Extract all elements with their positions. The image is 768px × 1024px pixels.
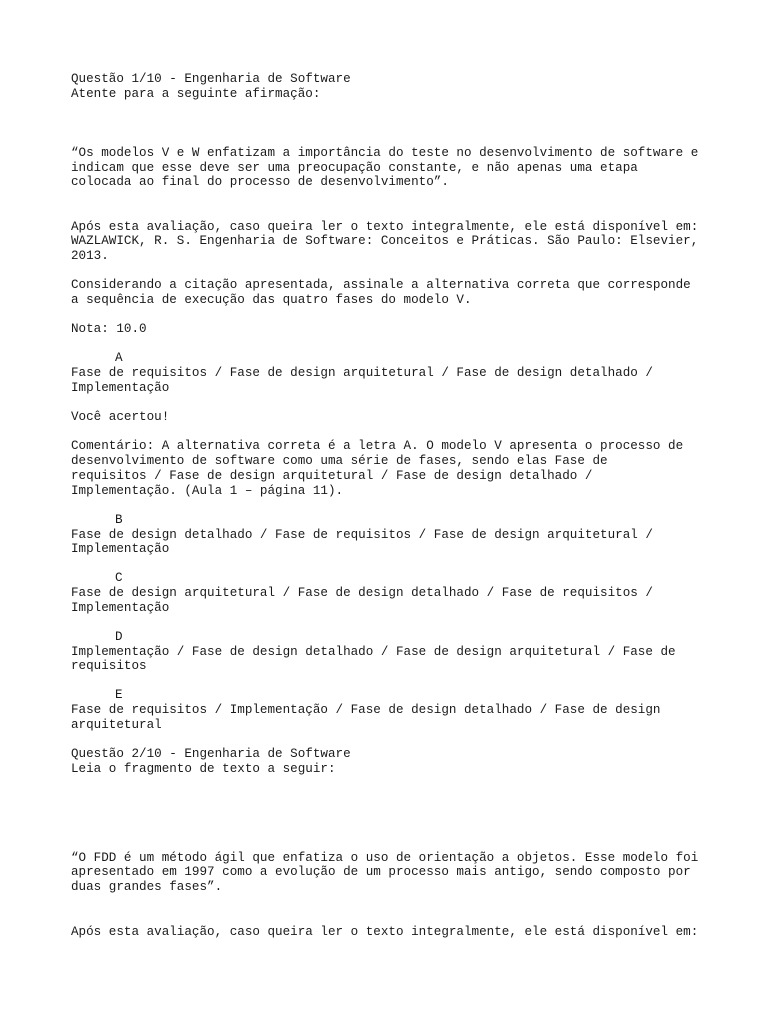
q1-intro: Atente para a seguinte afirmação: xyxy=(71,87,321,101)
q2-quote-line-1: “O FDD é um método ágil que enfatiza o uso de orientação a objetos. Esse modelo foi xyxy=(71,851,699,865)
q1-feedback: Você acertou! xyxy=(71,410,170,424)
q1-reference-line-1: Após esta avaliação, caso queira ler o texto integralmente, ele está disponível em: xyxy=(71,220,699,234)
q1-reference-line-2: WAZLAWICK, R. S. Engenharia de Software: Conceitos e Práticas. São Paulo: Elsevier, xyxy=(71,234,699,248)
option-b-line-1[interactable]: Fase de design detalhado / Fase de requisitos / Fase de design arquitetural / xyxy=(71,528,653,542)
q1-comment-line-1: Comentário: A alternativa correta é a letra A. O modelo V apresenta o processo de xyxy=(71,439,684,453)
q1-header: Questão 1/10 - Engenharia de Software xyxy=(71,72,351,86)
option-d-letter[interactable]: D xyxy=(115,630,123,644)
option-a-line-2[interactable]: Implementação xyxy=(71,381,170,395)
q1-comment-line-4: Implementação. (Aula 1 – página 11). xyxy=(71,484,344,498)
option-e-letter[interactable]: E xyxy=(115,688,123,702)
q1-reference-line-3: 2013. xyxy=(71,249,109,263)
option-e-line-1[interactable]: Fase de requisitos / Implementação / Fase de design detalhado / Fase de design xyxy=(71,703,661,717)
q1-prompt-line-2: a sequência de execução das quatro fases do modelo V. xyxy=(71,293,472,307)
q1-grade: Nota: 10.0 xyxy=(71,322,147,336)
option-b-line-2[interactable]: Implementação xyxy=(71,542,170,556)
q1-prompt-line-1: Considerando a citação apresentada, assinale a alternativa correta que corresponde xyxy=(71,278,691,292)
option-d-line-2[interactable]: requisitos xyxy=(71,659,147,673)
option-c-line-2[interactable]: Implementação xyxy=(71,601,170,615)
q1-quote-line-3: colocada ao final do processo de desenvolvimento”. xyxy=(71,175,449,189)
option-a-letter[interactable]: A xyxy=(115,351,123,365)
q2-intro: Leia o fragmento de texto a seguir: xyxy=(71,762,336,776)
option-d-line-1[interactable]: Implementação / Fase de design detalhado / Fase de design arquitetural / Fase de xyxy=(71,645,676,659)
q2-quote-line-2: apresentado em 1997 como a evolução de um processo mais antigo, sendo composto por xyxy=(71,865,691,879)
option-c-line-1[interactable]: Fase de design arquitetural / Fase de design detalhado / Fase de requisitos / xyxy=(71,586,653,600)
option-a-line-1[interactable]: Fase de requisitos / Fase de design arquitetural / Fase de design detalhado / xyxy=(71,366,653,380)
option-b-letter[interactable]: B xyxy=(115,513,123,527)
q1-comment-line-2: desenvolvimento de software como uma série de fases, sendo elas Fase de xyxy=(71,454,608,468)
q2-header: Questão 2/10 - Engenharia de Software xyxy=(71,747,351,761)
q1-comment-line-3: requisitos / Fase de design arquitetural / Fase de design detalhado / xyxy=(71,469,593,483)
q1-quote-line-1: “Os modelos V e W enfatizam a importância do teste no desenvolvimento de software e xyxy=(71,146,699,160)
q1-quote-line-2: indicam que esse deve ser uma preocupação constante, e não apenas uma etapa xyxy=(71,161,638,175)
q2-reference-line-1: Após esta avaliação, caso queira ler o texto integralmente, ele está disponível em: xyxy=(71,925,699,939)
option-c-letter[interactable]: C xyxy=(115,571,123,585)
q2-quote-line-3: duas grandes fases”. xyxy=(71,880,223,894)
option-e-line-2[interactable]: arquitetural xyxy=(71,718,162,732)
